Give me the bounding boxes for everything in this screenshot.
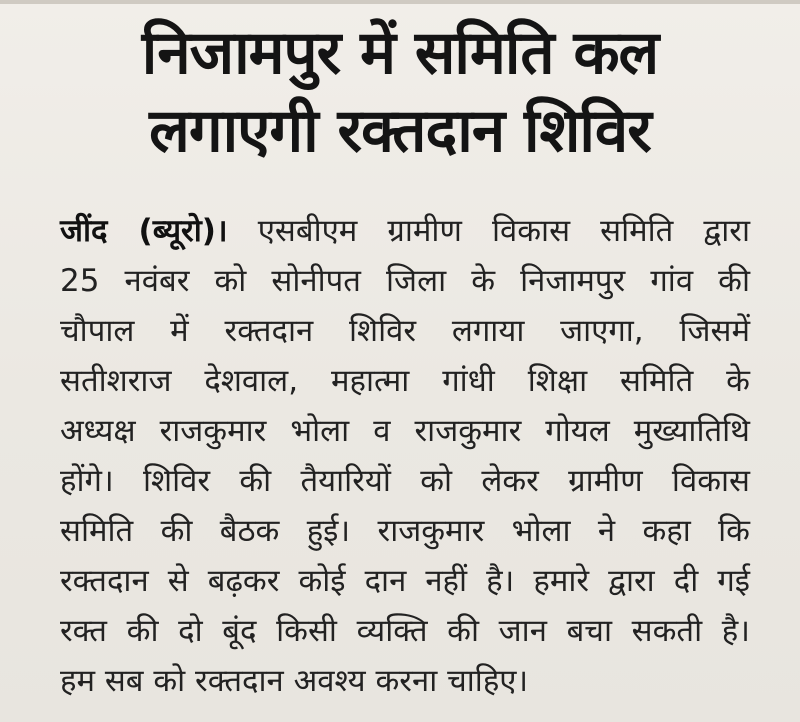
article-line-1 — [60, 206, 750, 256]
headline — [18, 14, 782, 170]
headline-line-1: निजामपुर में समिति कल — [141, 18, 659, 88]
article-line-6: होंगे। शिविर की तैयारियों को लेकर ग्रामीण विकास — [60, 463, 750, 499]
article-line-5: अध्यक्ष राजकुमार भोला व राजकुमार गोयल मुख्यातिथि — [60, 413, 750, 449]
article-line-9: रक्त की दो बूंद किसी व्यक्ति की जान बचा सकती है। — [60, 613, 750, 649]
article-line-3: चौपाल में रक्तदान शिविर लगाया जाएगा, जिसमें — [60, 313, 750, 349]
dateline: जींद (ब्यूरो)। — [60, 213, 228, 249]
article-line-8: रक्तदान से बढ़कर कोई दान नहीं है। हमारे द्वारा दी गई — [60, 563, 750, 599]
article-line-2: 25 नवंबर को सोनीपत जिला के निजामपुर गांव की — [60, 263, 750, 299]
article-line-1-text: एसबीएम ग्रामीण विकास समिति द्वारा — [257, 213, 750, 249]
article-line-7: समिति की बैठक हुई। राजकुमार भोला ने कहा कि — [60, 513, 750, 549]
article-body — [60, 206, 750, 706]
top-border — [0, 0, 800, 4]
article-line-10: हम सब को रक्तदान अवश्य करना चाहिए। — [60, 663, 529, 699]
article-line-4: सतीशराज देशवाल, महात्मा गांधी शिक्षा समिति के — [60, 363, 750, 399]
headline-line-2: लगाएगी रक्तदान शिविर — [149, 96, 651, 166]
